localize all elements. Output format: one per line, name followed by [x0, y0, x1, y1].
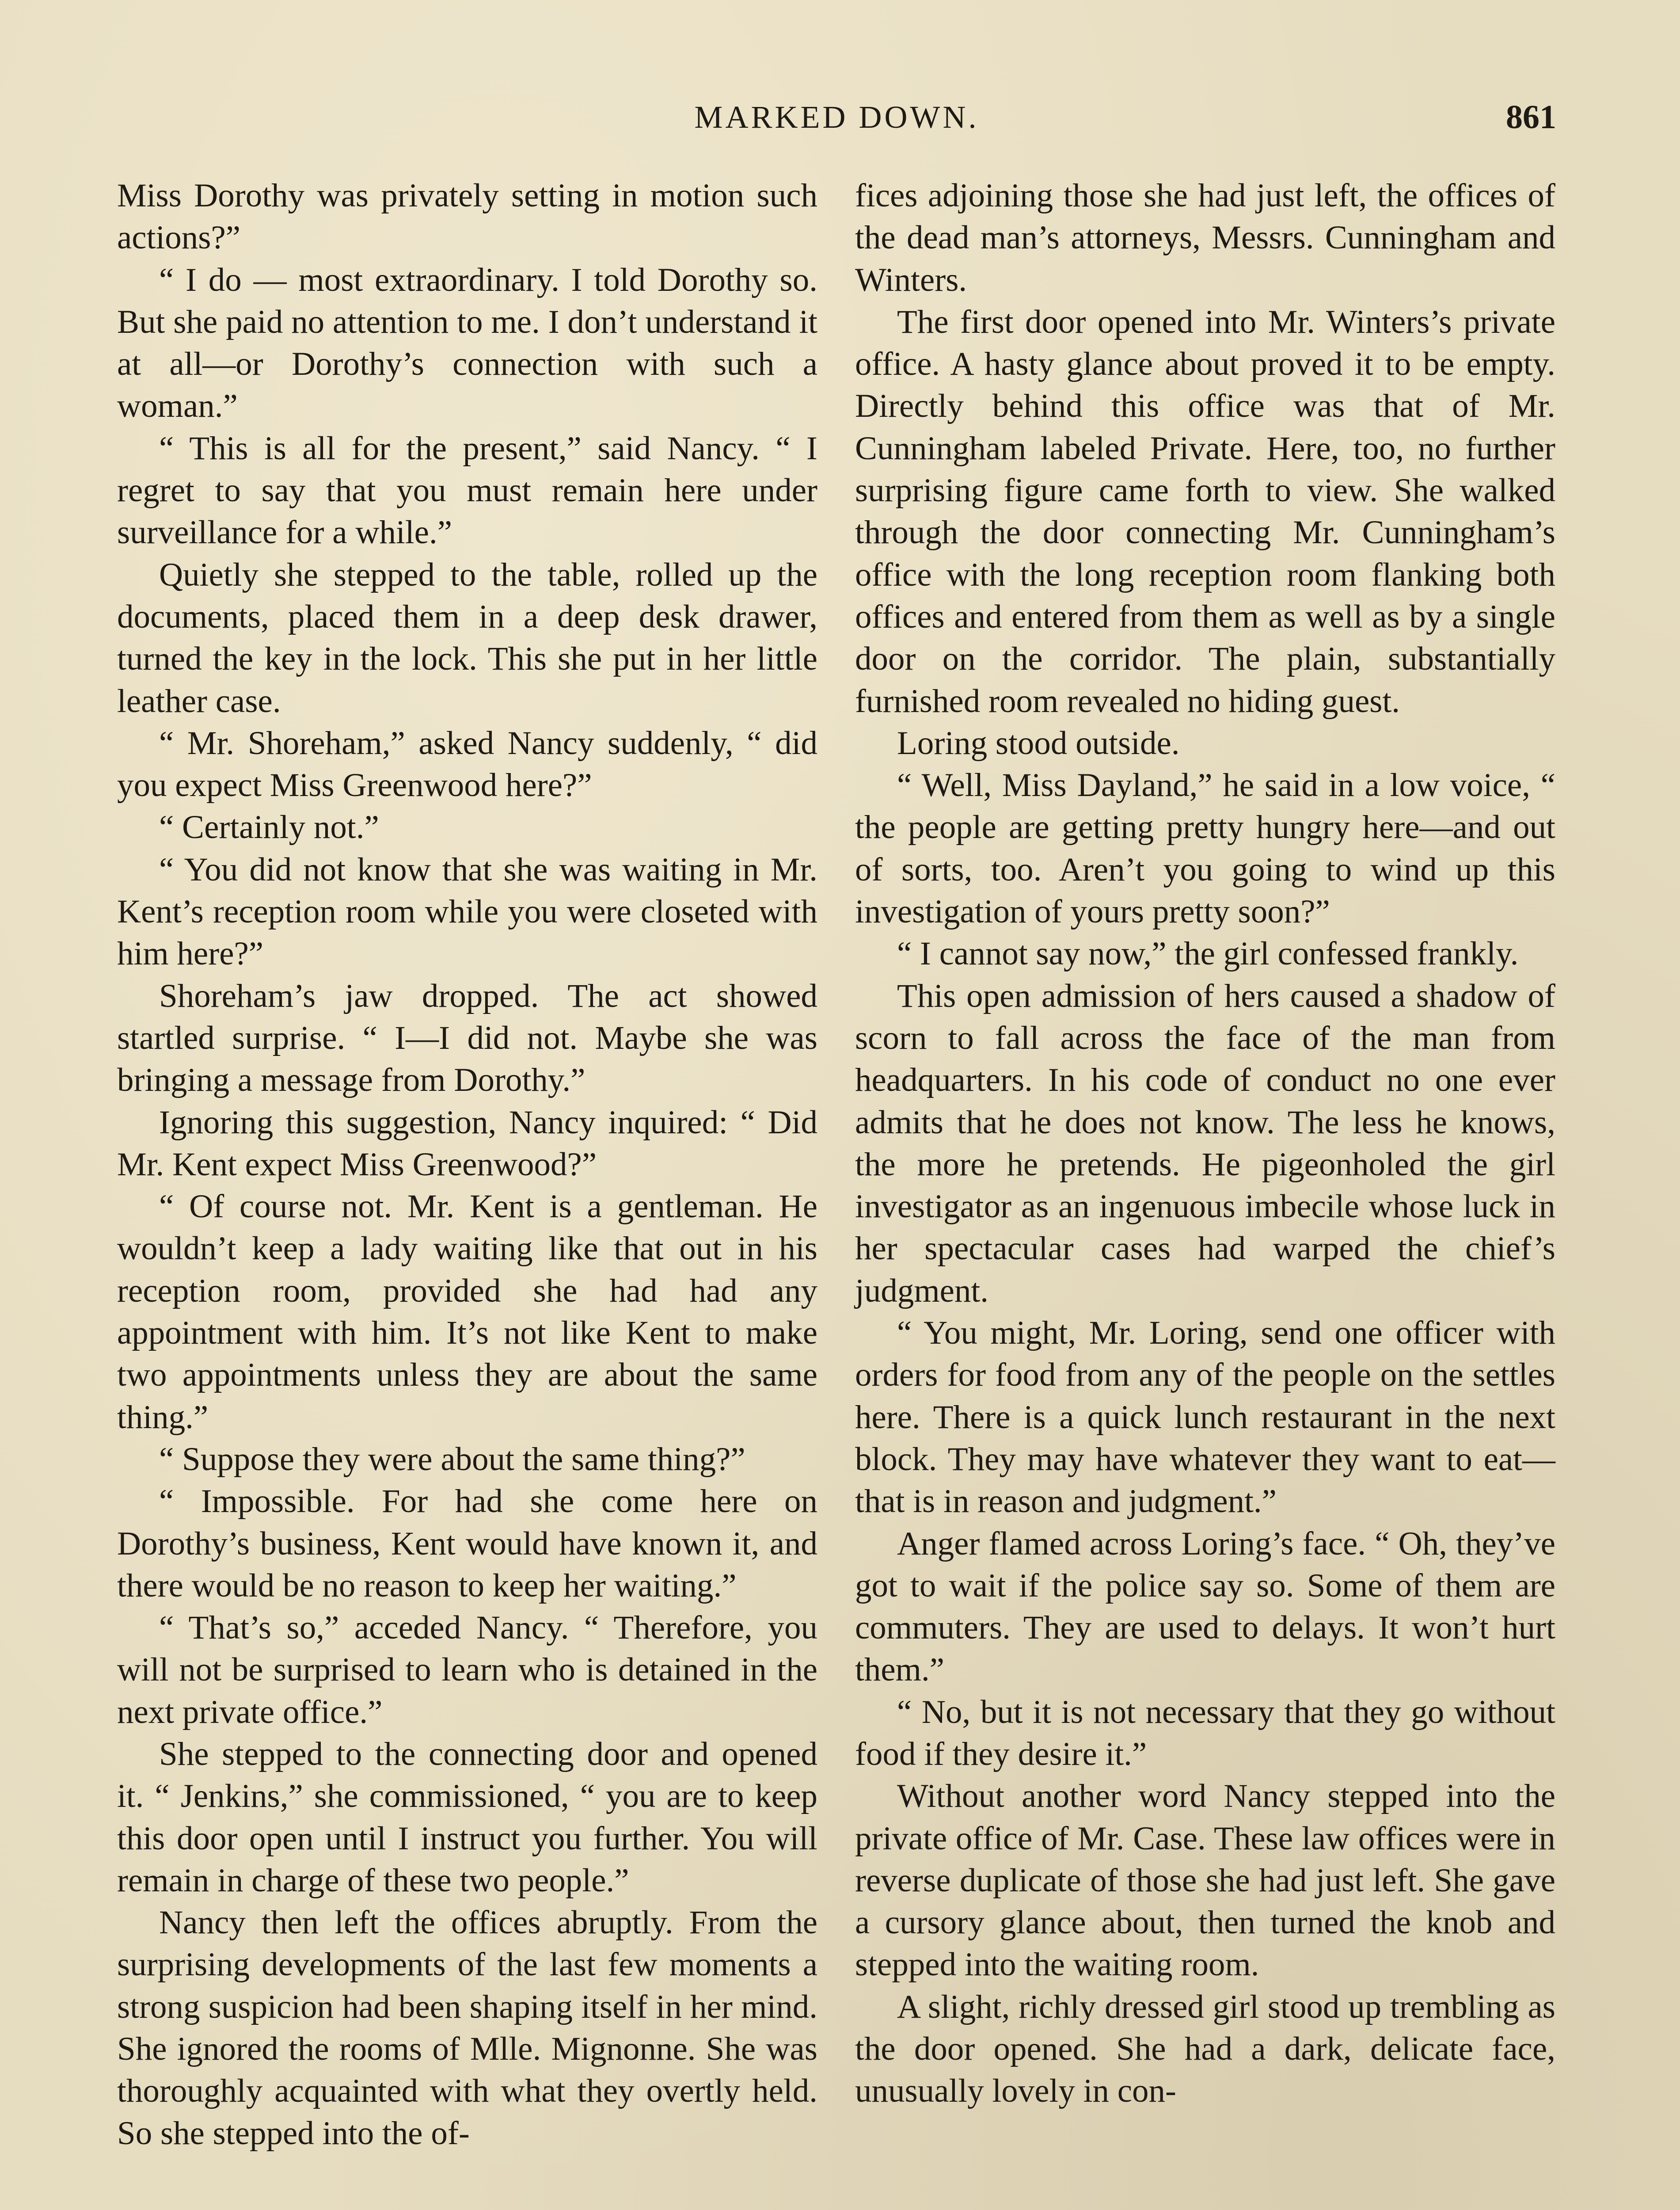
paragraph: Anger flamed across Loring’s face. “ Oh, they’ve got to wait if the police say so. Some of them are commuters. They are used to delays. It won’t hurt them.” — [855, 1525, 1555, 1688]
paragraph: “ No, but it is not necessary that they go without food if they desire it.” — [855, 1693, 1555, 1772]
page-number: 861 — [1506, 99, 1556, 136]
page-header — [117, 93, 1556, 141]
paragraph: “ Of course not. Mr. Kent is a gentleman. He wouldn’t keep a lady waiting like that out in his reception room, provided she had had any appointment with him. It’s not like Kent to make two appointments unless they are about the same thing.” — [117, 1188, 817, 1436]
paragraph: She stepped to the connecting door and opened it. “ Jenkins,” she commissioned, “ you are to keep this door open until I instruct you further. You will remain in charge of these two people.” — [117, 1735, 817, 1899]
paragraph: “ I do — most extraordinary. I told Dorothy so. But she paid no attention to me. I don’t understand it at all—or Dorothy’s connection with such a woman.” — [117, 261, 817, 425]
paragraph: Ignoring this suggestion, Nancy inquired: “ Did Mr. Kent expect Miss Greenwood?” — [117, 1104, 817, 1183]
paragraph: Nancy then left the offices abruptly. From the surprising developments of the last few moments a strong suspicion had been shaping itself in her mind. She ignored the rooms of Mlle. Mignonne. She was thoroughly acquainted with what they overtly held. So she stepped into the of- — [117, 1904, 817, 2152]
paragraph: “ This is all for the present,” said Nancy. “ I regret to say that you must remain here under surveillance for a while.” — [117, 430, 817, 551]
paragraph: “ Mr. Shoreham,” asked Nancy suddenly, “ did you expect Miss Greenwood here?” — [117, 724, 817, 804]
paragraph: Shoreham’s jaw dropped. The act showed startled surprise. “ I—I did not. Maybe she was bringing a message from Dorothy.” — [117, 977, 817, 1099]
paragraph: “ You might, Mr. Loring, send one officer with orders for food from any of the people on the settles here. There is a quick lunch restaurant in the next block. They may have whatever they want to eat—that is in reason and judgment.” — [855, 1315, 1555, 1520]
paragraph: Miss Dorothy was privately setting in motion such actions?” — [117, 177, 817, 256]
paragraph: “ You did not know that she was waiting in Mr. Kent’s reception room while you were closeted with him here?” — [117, 851, 817, 972]
paragraph: Quietly she stepped to the table, rolled up the documents, placed them in a deep desk drawer, turned the key in the lock. This she put in her little leather case. — [117, 556, 817, 720]
paragraph: “ Suppose they were about the same thing?” — [159, 1440, 745, 1478]
paragraph: “ That’s so,” acceded Nancy. “ Therefore, you will not be surprised to learn who is detained in the next private office.” — [117, 1609, 817, 1730]
paragraph: “ Impossible. For had she come here on Dorothy’s business, Kent would have known it, and there would be no reason to keep her waiting.” — [117, 1483, 817, 1604]
paragraph: A slight, richly dressed girl stood up trembling as the door opened. She had a dark, delicate face, unusually lovely in con- — [855, 1988, 1555, 2110]
left-column — [117, 175, 817, 2154]
paragraph: “ Certainly not.” — [159, 809, 379, 846]
paragraph: “ I cannot say now,” the girl confessed frankly. — [897, 935, 1519, 972]
paragraph: This open admission of hers caused a shadow of scorn to fall across the face of the man from headquarters. In his code of conduct no one ever admits that he does not know. The less he knows, the more he pretends. He pigeonholed the girl investigator as an ingenuous imbecile whose luck in her spectacular cases had warped the chief’s judgment. — [855, 977, 1555, 1309]
paragraph: “ Well, Miss Dayland,” he said in a low voice, “ the people are getting pretty hungry here—and out of sorts, too. Aren’t you going to wind up this investigation of yours pretty soon?” — [855, 767, 1555, 930]
paragraph: Without another word Nancy stepped into the private office of Mr. Case. These law offices were in reverse duplicate of those she had just left. She gave a cursory glance about, then turned the knob and stepped into the waiting room. — [855, 1778, 1555, 1983]
right-column — [855, 175, 1555, 2112]
running-title: MARKED DOWN. — [694, 99, 979, 135]
paragraph: fices adjoining those she had just left, the offices of the dead man’s attorneys, Messrs. Cunningham and Winters. — [855, 177, 1555, 298]
paragraph: Loring stood outside. — [897, 724, 1180, 762]
paragraph: The first door opened into Mr. Winters’s private office. A hasty glance about proved it to be empty. Directly behind this office was that of Mr. Cunningham labeled Private. Here, too, no further surprising figure came forth to view. She walked through the door connecting Mr. Cunningham’s office with the long reception room flanking both offices and entered from them as well as by a single door on the corridor. The plain, substantially furnished room revealed no hiding guest. — [855, 303, 1555, 720]
